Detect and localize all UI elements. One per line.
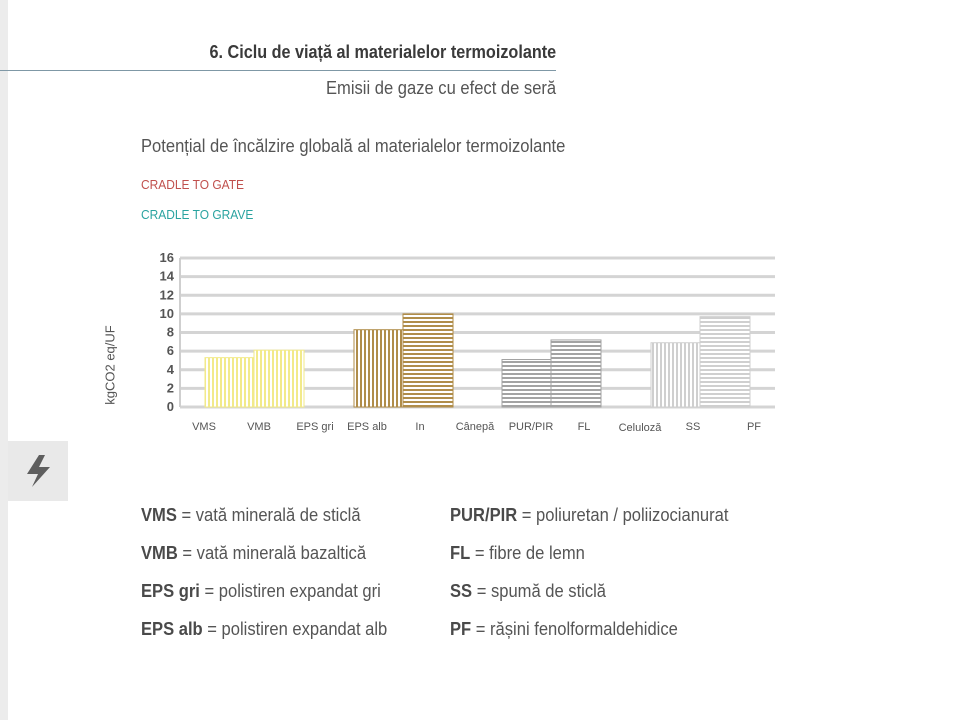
y-tick-label: 0 bbox=[166, 399, 174, 414]
definition-text: = polistiren expandat gri bbox=[199, 581, 381, 601]
legend-cradle-to-gate: CRADLE TO GATE bbox=[141, 177, 245, 192]
bar bbox=[354, 330, 404, 407]
definition-abbr: VMB bbox=[141, 543, 178, 563]
x-tick-label: PUR/PIR bbox=[508, 421, 554, 433]
definition-text: = polistiren expandat alb bbox=[202, 619, 388, 639]
definition-row bbox=[450, 505, 728, 543]
page-title: 6. Ciclu de viață al materialelor termoizolante bbox=[209, 42, 556, 62]
sidebar-icon-box bbox=[8, 441, 68, 501]
y-tick-label: 16 bbox=[159, 250, 174, 265]
x-tick-label: FL bbox=[577, 421, 591, 433]
page-subtitle: Emisii de gaze cu efect de seră bbox=[325, 78, 556, 98]
bar bbox=[651, 343, 701, 407]
definition-abbr: FL bbox=[450, 543, 471, 563]
bar-chart bbox=[140, 245, 790, 445]
definition-row bbox=[141, 619, 387, 657]
definition-text: = vată minerală bazaltică bbox=[177, 543, 367, 563]
bar bbox=[551, 340, 601, 407]
x-tick-label: EPS gri bbox=[296, 421, 334, 433]
definition-row bbox=[141, 505, 387, 543]
bar bbox=[700, 317, 750, 407]
definition-abbr: EPS gri bbox=[141, 581, 200, 601]
definitions-left bbox=[141, 505, 409, 657]
definition-abbr: PUR/PIR bbox=[450, 505, 518, 525]
x-tick-label: VMB bbox=[247, 421, 271, 433]
definition-row bbox=[141, 543, 387, 581]
y-tick-label: 2 bbox=[166, 380, 174, 396]
definition-row bbox=[450, 581, 728, 619]
x-tick-label: Cânepă bbox=[455, 421, 495, 433]
y-tick-label: 4 bbox=[166, 361, 174, 377]
definition-text: = fibre de lemn bbox=[470, 543, 585, 563]
y-axis-label: kgCO2 eq/UF bbox=[102, 325, 118, 405]
lightning-bolt-icon bbox=[21, 453, 55, 489]
bar bbox=[205, 358, 255, 407]
y-tick-label: 14 bbox=[159, 268, 174, 284]
bar bbox=[254, 350, 304, 407]
x-tick-label: PF bbox=[746, 421, 762, 433]
header-divider bbox=[0, 70, 556, 71]
definition-abbr: SS bbox=[450, 581, 473, 601]
left-sidebar-strip bbox=[0, 0, 8, 720]
definition-abbr: PF bbox=[450, 619, 472, 639]
definition-text: = vată minerală de sticlă bbox=[176, 505, 361, 525]
definition-text: = rășini fenolformaldehidice bbox=[471, 619, 678, 639]
x-tick-label: Celuloză bbox=[618, 422, 662, 434]
legend-cradle-to-grave: CRADLE TO GRAVE bbox=[141, 207, 254, 222]
y-tick-label: 6 bbox=[166, 343, 174, 359]
x-tick-label: EPS alb bbox=[347, 421, 387, 433]
definition-row bbox=[450, 619, 728, 657]
bar bbox=[403, 314, 453, 407]
x-tick-label: In bbox=[415, 421, 425, 433]
definition-text: = spumă de sticlă bbox=[472, 581, 607, 601]
definition-abbr: EPS alb bbox=[141, 619, 203, 639]
x-tick-label: SS bbox=[685, 421, 701, 433]
definition-abbr: VMS bbox=[141, 505, 177, 525]
y-tick-label: 10 bbox=[159, 305, 174, 321]
y-tick-label: 8 bbox=[166, 324, 174, 340]
definition-row bbox=[450, 543, 728, 581]
definition-row bbox=[141, 581, 387, 619]
definition-text: = poliuretan / poliizocianurat bbox=[517, 505, 729, 525]
bar bbox=[502, 360, 552, 407]
chart-title: Potențial de încălzire globală al materialelor termoizolante bbox=[141, 136, 566, 156]
x-tick-label: VMS bbox=[192, 421, 216, 433]
definitions-right bbox=[450, 505, 753, 657]
y-tick-label: 12 bbox=[159, 287, 174, 303]
